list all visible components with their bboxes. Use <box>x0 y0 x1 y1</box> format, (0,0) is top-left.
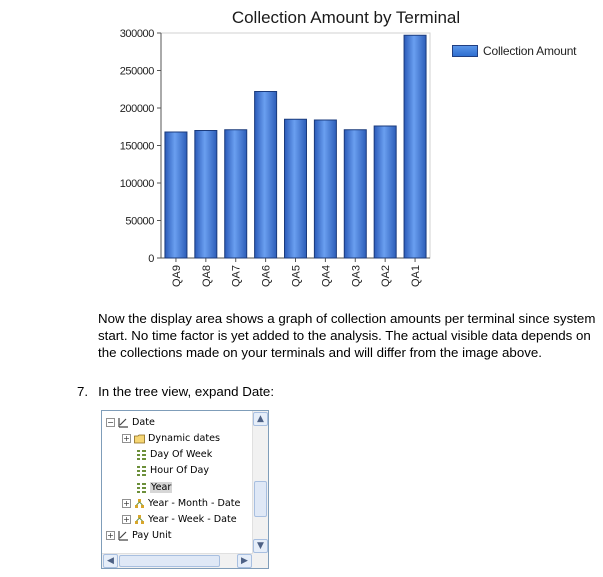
x-tick-label: QA8 <box>200 265 213 288</box>
level-icon <box>136 482 147 493</box>
x-tick-label: QA3 <box>350 265 363 288</box>
tree-item-label: Year - Week - Date <box>148 514 237 525</box>
scrollbar-corner <box>253 554 268 568</box>
collapse-icon[interactable]: − <box>107 418 114 427</box>
horizontal-scrollbar[interactable] <box>102 553 253 568</box>
hierarchy-icon <box>118 417 129 428</box>
scroll-left-button[interactable]: ◀ <box>103 554 118 568</box>
expand-icon[interactable]: + <box>107 531 114 540</box>
x-tick-label: QA5 <box>290 265 303 288</box>
chart-legend <box>452 44 576 58</box>
bar <box>374 126 396 258</box>
x-tick-label: QA4 <box>320 265 333 288</box>
bar <box>195 131 217 259</box>
legend-label: Collection Amount <box>483 44 577 58</box>
vertical-scroll-thumb[interactable] <box>254 481 267 517</box>
step-number: 7. <box>77 384 89 399</box>
hierarchy-icon <box>134 498 145 509</box>
tree-item-label: Date <box>132 417 155 428</box>
tree-item-hour-of-day[interactable] <box>136 465 209 476</box>
x-tick-label: QA6 <box>260 265 273 288</box>
horizontal-scroll-thumb[interactable] <box>119 555 220 567</box>
y-tick-label: 50000 <box>125 215 154 228</box>
step-text: In the tree view, expand Date: <box>98 384 275 399</box>
tree-item-label: Dynamic dates <box>148 433 220 444</box>
bar <box>165 132 187 258</box>
y-tick-label: 200000 <box>119 103 154 115</box>
scroll-up-button[interactable]: ▲ <box>253 412 268 426</box>
scroll-down-button[interactable]: ▼ <box>253 539 268 553</box>
tree-item-dynamic-dates[interactable] <box>122 433 220 444</box>
tree-item-year[interactable] <box>136 482 172 493</box>
tree-view[interactable] <box>101 410 269 569</box>
bar <box>314 120 336 258</box>
bar <box>344 130 366 258</box>
y-tick-label: 100000 <box>119 178 154 190</box>
hierarchy-icon <box>134 514 145 525</box>
instruction-step <box>77 384 274 399</box>
tree-item-label: Year - Month - Date <box>148 498 241 509</box>
tree-item-label: Hour Of Day <box>150 465 210 476</box>
y-tick-label: 300000 <box>119 28 154 40</box>
tree-item-label: Day Of Week <box>150 449 213 460</box>
vertical-scrollbar[interactable] <box>252 411 268 554</box>
tree-item-label: Year <box>151 482 172 493</box>
expand-icon[interactable]: + <box>123 499 130 508</box>
x-tick-label: QA9 <box>170 265 183 288</box>
tree-item-label: Pay Unit <box>132 530 172 541</box>
level-icon <box>136 449 147 460</box>
x-tick-label: QA2 <box>380 265 393 288</box>
bar <box>255 92 277 259</box>
y-tick-label: 0 <box>148 253 154 265</box>
description-paragraph: Now the display area shows a graph of collection amounts per terminal since system start. No time factor is yet added to the analysis. The actual visible data depends on the collections made on your terminals and will differ from the image above. <box>98 311 596 360</box>
expand-icon[interactable]: + <box>123 515 130 524</box>
x-tick-label: QA7 <box>230 265 243 288</box>
tree-item-pay-unit[interactable] <box>106 530 172 541</box>
tree-item-year-month-date[interactable] <box>122 498 240 509</box>
folder-icon <box>134 433 145 444</box>
bar <box>285 119 307 258</box>
y-tick-label: 150000 <box>119 140 154 153</box>
tree-item-day-of-week[interactable] <box>136 449 212 460</box>
x-tick-label: QA1 <box>410 265 423 288</box>
legend-swatch <box>452 45 478 57</box>
bar <box>404 35 426 258</box>
dimension-icon <box>118 530 129 541</box>
expand-icon[interactable]: + <box>123 434 130 443</box>
chart-title: Collection Amount by Terminal <box>231 8 461 27</box>
tree-item-year-week-date[interactable] <box>122 514 237 525</box>
y-tick-label: 250000 <box>119 65 154 78</box>
level-icon <box>136 465 147 476</box>
bar <box>225 130 247 258</box>
tree-item-date[interactable] <box>106 417 155 428</box>
scroll-right-button[interactable]: ▶ <box>237 554 252 568</box>
